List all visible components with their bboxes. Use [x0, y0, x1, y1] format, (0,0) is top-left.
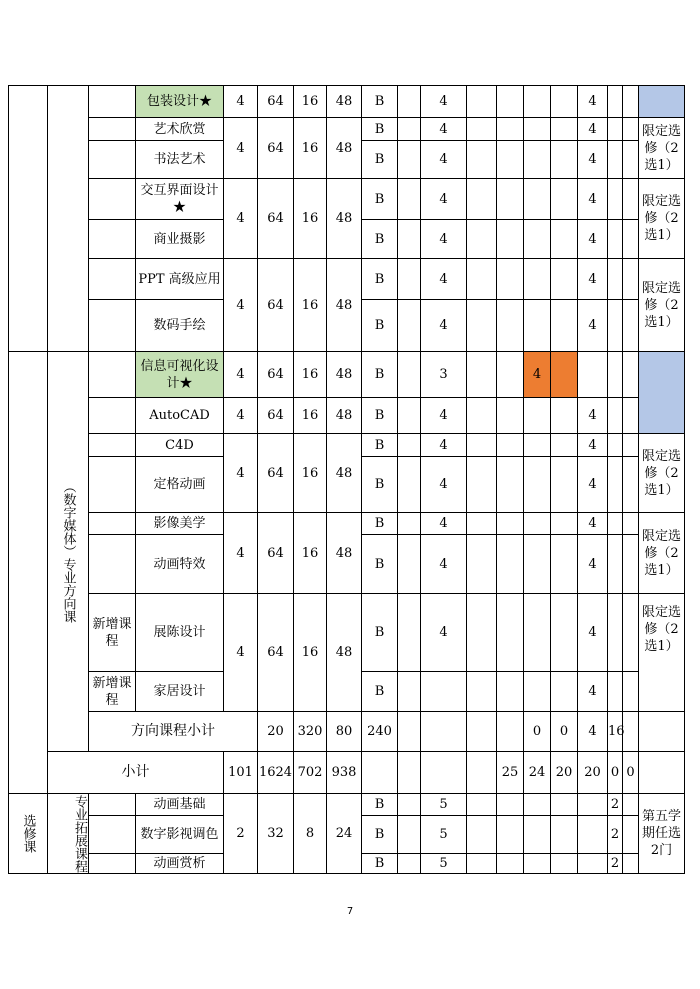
new-course-tag: 新增课程: [89, 594, 136, 672]
weekly-hours-cell: 2: [608, 816, 623, 854]
course-name: 交互界面设计★: [136, 179, 224, 220]
table-row: [9, 352, 685, 398]
elective-note: 限定选修（2选1）: [639, 259, 685, 352]
credit-cell: 101: [224, 752, 258, 794]
hours-cell: 64: [258, 594, 294, 712]
semester-cell: 5: [421, 794, 467, 816]
category-cell-blank: [9, 352, 48, 794]
category-cell-blank: [9, 86, 48, 352]
table-row: [9, 513, 685, 535]
weekly-hours-cell: 4: [578, 141, 608, 179]
assess-cell: B: [362, 594, 398, 672]
semester-total: 20: [551, 752, 578, 794]
hours-cell: 64: [258, 398, 294, 434]
course-name: 动画特效: [136, 535, 224, 594]
theory-cell: 16: [294, 594, 327, 712]
hours-cell: 32: [258, 794, 294, 874]
semester-cell: 4: [421, 457, 467, 513]
semester-cell: 5: [421, 854, 467, 874]
theory-cell: 702: [294, 752, 327, 794]
theory-cell: 16: [294, 352, 327, 398]
assess-cell: B: [362, 434, 398, 457]
assess-cell: B: [362, 259, 398, 300]
credit-cell: 4: [224, 594, 258, 712]
practice-cell: 48: [327, 352, 362, 398]
credit-cell: 4: [224, 179, 258, 259]
theory-cell: 16: [294, 179, 327, 259]
theory-cell: 16: [294, 513, 327, 594]
credit-cell: 4: [224, 259, 258, 352]
semester-total: 4: [578, 712, 608, 752]
table-row: [9, 594, 685, 672]
subcategory-label: 专业拓展课程: [48, 794, 89, 874]
semester-cell: 4: [421, 118, 467, 141]
hours-cell: 64: [258, 352, 294, 398]
semester-total: 0: [608, 752, 623, 794]
semester-cell: 3: [421, 352, 467, 398]
semester-total: 20: [578, 752, 608, 794]
course-name: 展陈设计: [136, 594, 224, 672]
assess-cell: B: [362, 398, 398, 434]
weekly-hours-cell: 4: [578, 179, 608, 220]
highlight-cell: [551, 352, 578, 398]
weekly-hours-cell: 4: [578, 434, 608, 457]
weekly-hours-cell: 2: [608, 854, 623, 874]
semester-cell: 5: [421, 816, 467, 854]
weekly-hours-cell: 4: [578, 398, 608, 434]
credit-cell: 20: [258, 712, 294, 752]
semester-cell: 4: [421, 220, 467, 259]
credit-cell: 4: [224, 118, 258, 179]
elective-note: 第五学期任选2门: [639, 794, 685, 874]
elective-note: 限定选修（2选1）: [639, 118, 685, 179]
weekly-hours-cell: 4: [578, 594, 608, 672]
practice-cell: 48: [327, 179, 362, 259]
assess-cell: B: [362, 352, 398, 398]
practice-cell: 48: [327, 259, 362, 352]
semester-cell: 4: [421, 259, 467, 300]
semester-cell: 4: [421, 179, 467, 220]
semester-cell: 4: [421, 141, 467, 179]
subtotal-label: 方向课程小计: [89, 712, 258, 752]
new-course-tag: 新增课程: [89, 672, 136, 712]
course-name: 包装设计★: [136, 86, 224, 118]
course-name: 艺术欣赏: [136, 118, 224, 141]
credit-cell: 4: [224, 398, 258, 434]
theory-cell: 16: [294, 259, 327, 352]
note-cell-highlight: [639, 352, 685, 434]
tag-cell: [89, 86, 136, 118]
weekly-hours-cell: 4: [578, 535, 608, 594]
semester-cell: 4: [421, 398, 467, 434]
theory-cell: 16: [294, 118, 327, 179]
weekly-hours-cell: 4: [578, 259, 608, 300]
elective-note: 限定选修（2选1）: [639, 434, 685, 513]
category-label: 选修课: [9, 794, 48, 874]
hours-cell: 64: [258, 259, 294, 352]
course-name: 书法艺术: [136, 141, 224, 179]
semester-total: 0: [623, 752, 639, 794]
theory-cell: 16: [294, 434, 327, 513]
practice-cell: 48: [327, 513, 362, 594]
theory-cell: 8: [294, 794, 327, 874]
weekly-hours-cell: 4: [578, 457, 608, 513]
table-row: [9, 434, 685, 457]
practice-cell: 48: [327, 594, 362, 712]
weekly-hours-cell: 4: [578, 86, 608, 118]
weekly-hours-cell: 4: [578, 513, 608, 535]
semester-cell: 4: [421, 300, 467, 352]
course-name: 动画基础: [136, 794, 224, 816]
semester-total: 0: [551, 712, 578, 752]
weekly-hours-cell-highlight: 4: [524, 352, 551, 398]
credit-cell: 4: [224, 86, 258, 118]
page-number: 7: [346, 906, 354, 917]
course-name: 影像美学: [136, 513, 224, 535]
hours-cell: 64: [258, 118, 294, 179]
weekly-hours-cell: 4: [578, 220, 608, 259]
weekly-hours-cell: 4: [578, 118, 608, 141]
table-row: [9, 179, 685, 220]
assess-cell: B: [362, 513, 398, 535]
assess-cell: B: [362, 118, 398, 141]
hours-cell: 1624: [258, 752, 294, 794]
subcategory-cell-blank: [48, 86, 89, 352]
assess-cell: B: [362, 672, 398, 712]
course-name: 动画赏析: [136, 854, 224, 874]
assess-cell: B: [362, 220, 398, 259]
semester-cell: 4: [421, 434, 467, 457]
assess-cell: B: [362, 141, 398, 179]
total-label: 小计: [48, 752, 224, 794]
semester-cell: 4: [421, 86, 467, 118]
practice-cell: 48: [327, 434, 362, 513]
assess-cell: B: [362, 457, 398, 513]
semester-total: 16: [608, 712, 623, 752]
course-name: 信息可视化设计★: [136, 352, 224, 398]
semester-total: 0: [524, 712, 551, 752]
course-name: 商业摄影: [136, 220, 224, 259]
assess-cell: B: [362, 535, 398, 594]
practice-cell: 48: [327, 86, 362, 118]
semester-cell: 4: [421, 594, 467, 672]
practice-cell: 240: [362, 712, 398, 752]
semester-total: 24: [524, 752, 551, 794]
credit-cell: 4: [224, 513, 258, 594]
weekly-hours-cell: 2: [608, 794, 623, 816]
semester-cell: 4: [421, 535, 467, 594]
hours-cell: 64: [258, 179, 294, 259]
course-name: C4D: [136, 434, 224, 457]
category-label: （数字媒体）专业方向课: [48, 352, 89, 752]
elective-note: 限定选修（2选1）: [639, 179, 685, 259]
theory-cell: 16: [294, 86, 327, 118]
assess-cell: B: [362, 179, 398, 220]
weekly-hours-cell: 4: [578, 300, 608, 352]
credit-cell: 2: [224, 794, 258, 874]
course-name: 数码手绘: [136, 300, 224, 352]
hours-cell: 64: [258, 86, 294, 118]
semester-cell: 4: [421, 513, 467, 535]
total-row: [9, 752, 685, 794]
practice-cell: 24: [327, 794, 362, 874]
note-cell-highlight: [639, 86, 685, 118]
hours-cell: 64: [258, 513, 294, 594]
assess-cell: B: [362, 816, 398, 854]
elective-note: 限定选修（2选1）: [639, 513, 685, 594]
hours-cell: 64: [258, 434, 294, 513]
practice-cell: 938: [327, 752, 362, 794]
credit-cell: 4: [224, 434, 258, 513]
course-name: PPT 高级应用: [136, 259, 224, 300]
assess-cell: B: [362, 300, 398, 352]
course-name: 定格动画: [136, 457, 224, 513]
table-row: [9, 794, 685, 816]
table-row: [9, 118, 685, 141]
theory-cell: 16: [294, 398, 327, 434]
curriculum-table: [8, 85, 685, 874]
practice-cell: 48: [327, 118, 362, 179]
assess-cell: B: [362, 86, 398, 118]
credit-cell: 4: [224, 352, 258, 398]
course-name: AutoCAD: [136, 398, 224, 434]
assess-cell: B: [362, 794, 398, 816]
table-row: [9, 86, 685, 118]
assess-cell: B: [362, 854, 398, 874]
course-name: 数字影视调色: [136, 816, 224, 854]
practice-cell: 48: [327, 398, 362, 434]
subtotal-row: [9, 712, 685, 752]
table-row: [9, 259, 685, 300]
semester-total: 25: [497, 752, 524, 794]
course-name: 家居设计: [136, 672, 224, 712]
table-row: [9, 398, 685, 434]
theory-cell: 80: [327, 712, 362, 752]
weekly-hours-cell: 4: [578, 672, 608, 712]
elective-note: 限定选修（2选1）: [639, 594, 685, 712]
hours-cell: 320: [294, 712, 327, 752]
